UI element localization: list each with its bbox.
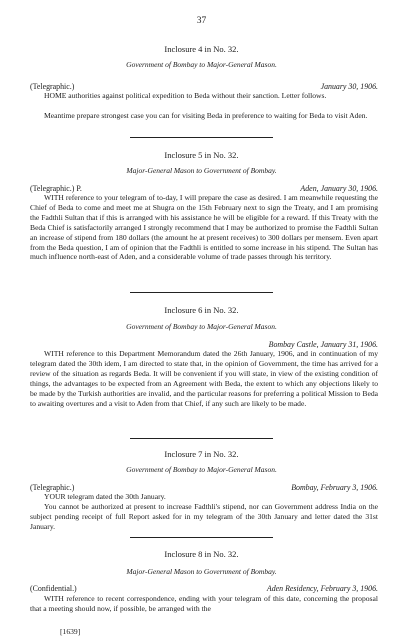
divider-rule (130, 137, 273, 138)
inclosure-4-paragraph-1: HOME authorities against political expedition to Beda without their sanction. Letter follows. (44, 91, 327, 100)
divider-rule (130, 292, 273, 293)
inclosure-5-heading: Inclosure 5 in No. 32. (164, 150, 239, 160)
type-label: (Telegraphic.) P. (30, 184, 82, 193)
inclosure-6-subheading: Government of Bombay to Major-General Mason. (126, 322, 277, 331)
inclosure-6-heading: Inclosure 6 in No. 32. (164, 305, 239, 315)
date-line: Aden Residency, February 3, 1906. (266, 584, 378, 593)
inclosure-6-date: Bombay Castle, January 31, 1906. (268, 340, 378, 349)
divider-rule (130, 438, 273, 439)
inclosure-6-paragraph-1: WITH reference to this Department Memorandum dated the 26th January, 1906, and in continuation of my telegram dated the 30th idem, I am directed to state that, in the opinion of Government, the time has arrived for a review of the situation as regards Beda. It will be convenient if you will state, in view of the existing condition of things, the advantages to be expected from an Agreement with Beda, the extent to which any objections likely to be made by the Turkish authorities are invalid, and the particular reasons for preferring a political Mission to Beda to awaiting overtures and a visit to Aden from that Chief, if any such are likely to be made. (30, 349, 378, 408)
inclosure-7-paragraph-1: YOUR telegram dated the 30th January. (44, 492, 166, 501)
inclosure-4-heading: Inclosure 4 in No. 32. (164, 44, 239, 54)
type-label: (Telegraphic.) (30, 82, 75, 91)
inclosure-8-paragraph-1: WITH reference to recent correspondence, ending with your telegram of this date, concerning the proposal that a meeting should now, if possible, be arranged with the (30, 594, 378, 613)
inclosure-5-subheading: Major-General Mason to Government of Bombay. (126, 166, 277, 175)
inclosure-4-subheading: Government of Bombay to Major-General Mason. (126, 60, 277, 69)
date-line: Aden, January 30, 1906. (300, 184, 378, 193)
type-label: (Confidential.) (30, 584, 77, 593)
inclosure-5-paragraph-1: WITH reference to your telegram of to-day, I will prepare the case as desired. I am meanwhile requesting the Chief of Beda to come and meet me at Shugra on the 15th February next to sign the Treaty, and I am promising the Fadthli Sultan that if this is arranged with his assistance he will be eligible for a reward. If this Treaty with the Beda Chief is satisfactorily arranged I strongly recommend that I may be authorized to promise the Fadthli Sultan an increase of stipend from 180 dollars (the amount he at present receives) to 300 dollars per mensem. Even apart from the Beda question, I am of opinion that the Fadthli is entitled to some increase in his stipend. The Sultan has much influence north-east of Aden, and a considerable volume of trade passes through his territory. (30, 193, 378, 262)
inclosure-8-heading: Inclosure 8 in No. 32. (164, 549, 239, 559)
page-number: 37 (196, 16, 207, 26)
date-line: January 30, 1906. (320, 82, 378, 91)
inclosure-7-subheading: Government of Bombay to Major-General Mason. (126, 465, 277, 474)
inclosure-4-paragraph-2: Meantime prepare strongest case you can for visiting Beda in preference to waiting for Beda to visit Aden. (44, 111, 368, 120)
inclosure-7-heading: Inclosure 7 in No. 32. (164, 449, 239, 459)
type-label: (Telegraphic.) (30, 483, 75, 492)
inclosure-7-paragraph-2: You cannot be authorized at present to increase Fadthli's stipend, nor can Government address India on the subject pending receipt of full Report asked for in my telegram of the 30th January and letter dated the 31st January. (30, 502, 378, 531)
date-line: Bombay, February 3, 1906. (291, 483, 378, 492)
footer-print-number: [1639] (60, 627, 81, 636)
divider-rule (130, 537, 273, 538)
inclosure-8-subheading: Major-General Mason to Government of Bombay. (126, 567, 277, 576)
